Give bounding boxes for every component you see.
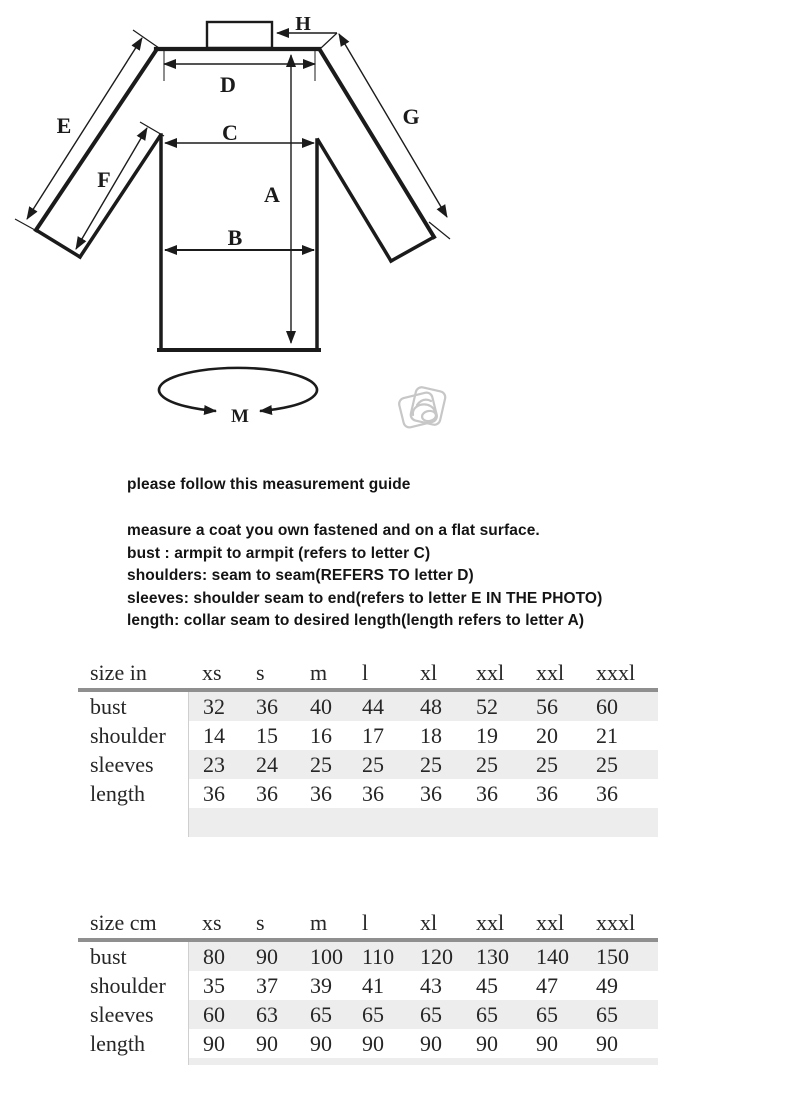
size-column-header: xxxl — [596, 660, 636, 685]
size-value: 25 — [582, 750, 658, 779]
size-value: 36 — [310, 781, 332, 806]
left-sleeve-inner-edge — [80, 136, 160, 257]
table-row-bust — [78, 942, 658, 971]
size-value: 48 — [406, 692, 462, 721]
size-value: 63 — [242, 1000, 296, 1029]
row-label: sleeves — [90, 1002, 154, 1027]
size-value: 25 — [348, 750, 406, 779]
table-row-bust — [78, 692, 658, 721]
size-value: 65 — [296, 1000, 348, 1029]
dimension-g-arrow — [339, 34, 447, 217]
table-row-length — [78, 779, 658, 808]
size-column-header: xxl — [476, 910, 505, 935]
size-value: 49 — [596, 973, 618, 998]
letter-h: H — [295, 13, 311, 35]
size-table-inches — [78, 658, 658, 837]
size-value: 18 — [420, 723, 442, 748]
size-column-header: l — [362, 910, 369, 935]
coat-diagram-svg — [0, 0, 470, 450]
size-value: 36 — [476, 781, 498, 806]
size-value: 120 — [406, 942, 462, 971]
size-value: 16 — [310, 723, 332, 748]
instruction-line: bust : armpit to armpit (refers to letter C) — [127, 544, 431, 562]
size-value: 65 — [406, 1000, 462, 1029]
letter-c: C — [222, 120, 238, 145]
hem-circumference-ellipse — [159, 368, 317, 411]
size-value: 25 — [522, 750, 582, 779]
table-header-row — [78, 658, 658, 688]
table-row-shoulder — [78, 721, 658, 750]
row-label: bust — [90, 694, 127, 719]
size-value: 36 — [242, 692, 296, 721]
instruction-line: length: collar seam to desired length(length refers to letter A) — [127, 612, 585, 630]
size-column-header: xxl — [536, 660, 565, 685]
size-value: 15 — [256, 723, 278, 748]
size-value: 56 — [522, 692, 582, 721]
right-sleeve-inner-edge — [318, 140, 391, 261]
size-value: 32 — [188, 692, 242, 721]
measurement-instructions — [127, 474, 687, 632]
size-value: 90 — [420, 1031, 442, 1056]
letter-g: G — [402, 104, 420, 129]
size-value: 110 — [348, 942, 406, 971]
size-value: 36 — [256, 781, 278, 806]
table-row-sleeves — [78, 1000, 658, 1029]
size-value: 43 — [420, 973, 442, 998]
size-value: 36 — [420, 781, 442, 806]
coat-measurement-diagram — [0, 0, 470, 450]
size-value: 90 — [362, 1031, 384, 1056]
empty-table-band — [188, 808, 658, 837]
size-value: 36 — [188, 779, 242, 808]
size-value: 24 — [242, 750, 296, 779]
size-value: 36 — [362, 781, 384, 806]
size-column-header: xl — [420, 910, 438, 935]
instruction-line: sleeves: shoulder seam to end(refers to letter E IN THE PHOTO) — [127, 589, 603, 607]
size-value: 90 — [536, 1031, 558, 1056]
size-value: 90 — [188, 1029, 242, 1058]
row-label: length — [90, 1031, 145, 1056]
table-header-row — [78, 908, 658, 938]
dimension-f-arrow — [76, 128, 147, 249]
size-value: 140 — [522, 942, 582, 971]
dimension-h-connector — [321, 33, 337, 48]
collar — [207, 22, 272, 48]
size-value: 60 — [188, 1000, 242, 1029]
size-value: 90 — [596, 1031, 618, 1056]
size-value: 39 — [310, 973, 332, 998]
row-label: length — [90, 781, 145, 806]
size-value: 65 — [348, 1000, 406, 1029]
row-label: sleeves — [90, 752, 154, 777]
right-cuff — [391, 237, 434, 261]
size-value: 45 — [476, 973, 498, 998]
instruction-line: shoulders: seam to seam(REFERS TO letter D) — [127, 567, 474, 585]
size-column-header: xs — [202, 660, 222, 685]
size-table-cm — [78, 908, 658, 1065]
size-value: 47 — [536, 973, 558, 998]
left-sleeve-outer-edge — [36, 49, 157, 230]
size-value: 100 — [296, 942, 348, 971]
size-value: 25 — [296, 750, 348, 779]
size-value: 21 — [596, 723, 618, 748]
table-row-shoulder — [78, 971, 658, 1000]
size-value: 25 — [406, 750, 462, 779]
size-value: 40 — [296, 692, 348, 721]
size-value: 52 — [462, 692, 522, 721]
size-value: 90 — [310, 1031, 332, 1056]
table-row-length — [78, 1029, 658, 1058]
size-value: 90 — [476, 1031, 498, 1056]
size-value: 44 — [348, 692, 406, 721]
size-value: 35 — [188, 971, 242, 1000]
size-column-header: xxxl — [596, 910, 636, 935]
size-column-header: m — [310, 910, 328, 935]
instructions-title: please follow this measurement guide — [127, 476, 411, 493]
size-column-header: xs — [202, 910, 222, 935]
size-value: 14 — [188, 721, 242, 750]
unit-label: size cm — [90, 910, 157, 935]
size-value: 17 — [362, 723, 384, 748]
size-value: 25 — [462, 750, 522, 779]
letter-e: E — [56, 113, 72, 138]
size-value: 36 — [536, 781, 558, 806]
size-column-header: xxl — [476, 660, 505, 685]
size-value: 19 — [476, 723, 498, 748]
size-value: 65 — [522, 1000, 582, 1029]
size-column-header: l — [362, 660, 369, 685]
size-value: 37 — [256, 973, 278, 998]
letter-f: F — [97, 167, 111, 192]
size-value: 36 — [596, 781, 618, 806]
size-column-header: s — [256, 660, 265, 685]
size-value: 41 — [362, 973, 384, 998]
size-value: 90 — [256, 1031, 278, 1056]
size-value: 65 — [462, 1000, 522, 1029]
row-label: bust — [90, 944, 127, 969]
size-value: 90 — [242, 942, 296, 971]
size-value: 80 — [188, 942, 242, 971]
letter-b: B — [227, 225, 243, 250]
right-sleeve-outer-edge — [320, 50, 434, 237]
unit-label: size in — [90, 660, 147, 685]
empty-table-band — [188, 1058, 658, 1065]
size-value: 20 — [536, 723, 558, 748]
instruction-line: measure a coat you own fastened and on a flat surface. — [127, 522, 540, 540]
size-value: 23 — [188, 750, 242, 779]
letter-d: D — [220, 72, 236, 97]
size-value: 130 — [462, 942, 522, 971]
size-column-header: xl — [420, 660, 438, 685]
size-column-header: s — [256, 910, 265, 935]
letter-m: M — [231, 406, 249, 427]
table-row-sleeves — [78, 750, 658, 779]
size-value: 65 — [582, 1000, 658, 1029]
letter-a: A — [264, 182, 280, 207]
size-value: 150 — [582, 942, 658, 971]
size-column-header: m — [310, 660, 328, 685]
row-label: shoulder — [90, 723, 166, 748]
row-label: shoulder — [90, 973, 166, 998]
size-column-header: xxl — [536, 910, 565, 935]
size-value: 60 — [582, 692, 658, 721]
watermark-stamp-icon — [398, 386, 447, 429]
